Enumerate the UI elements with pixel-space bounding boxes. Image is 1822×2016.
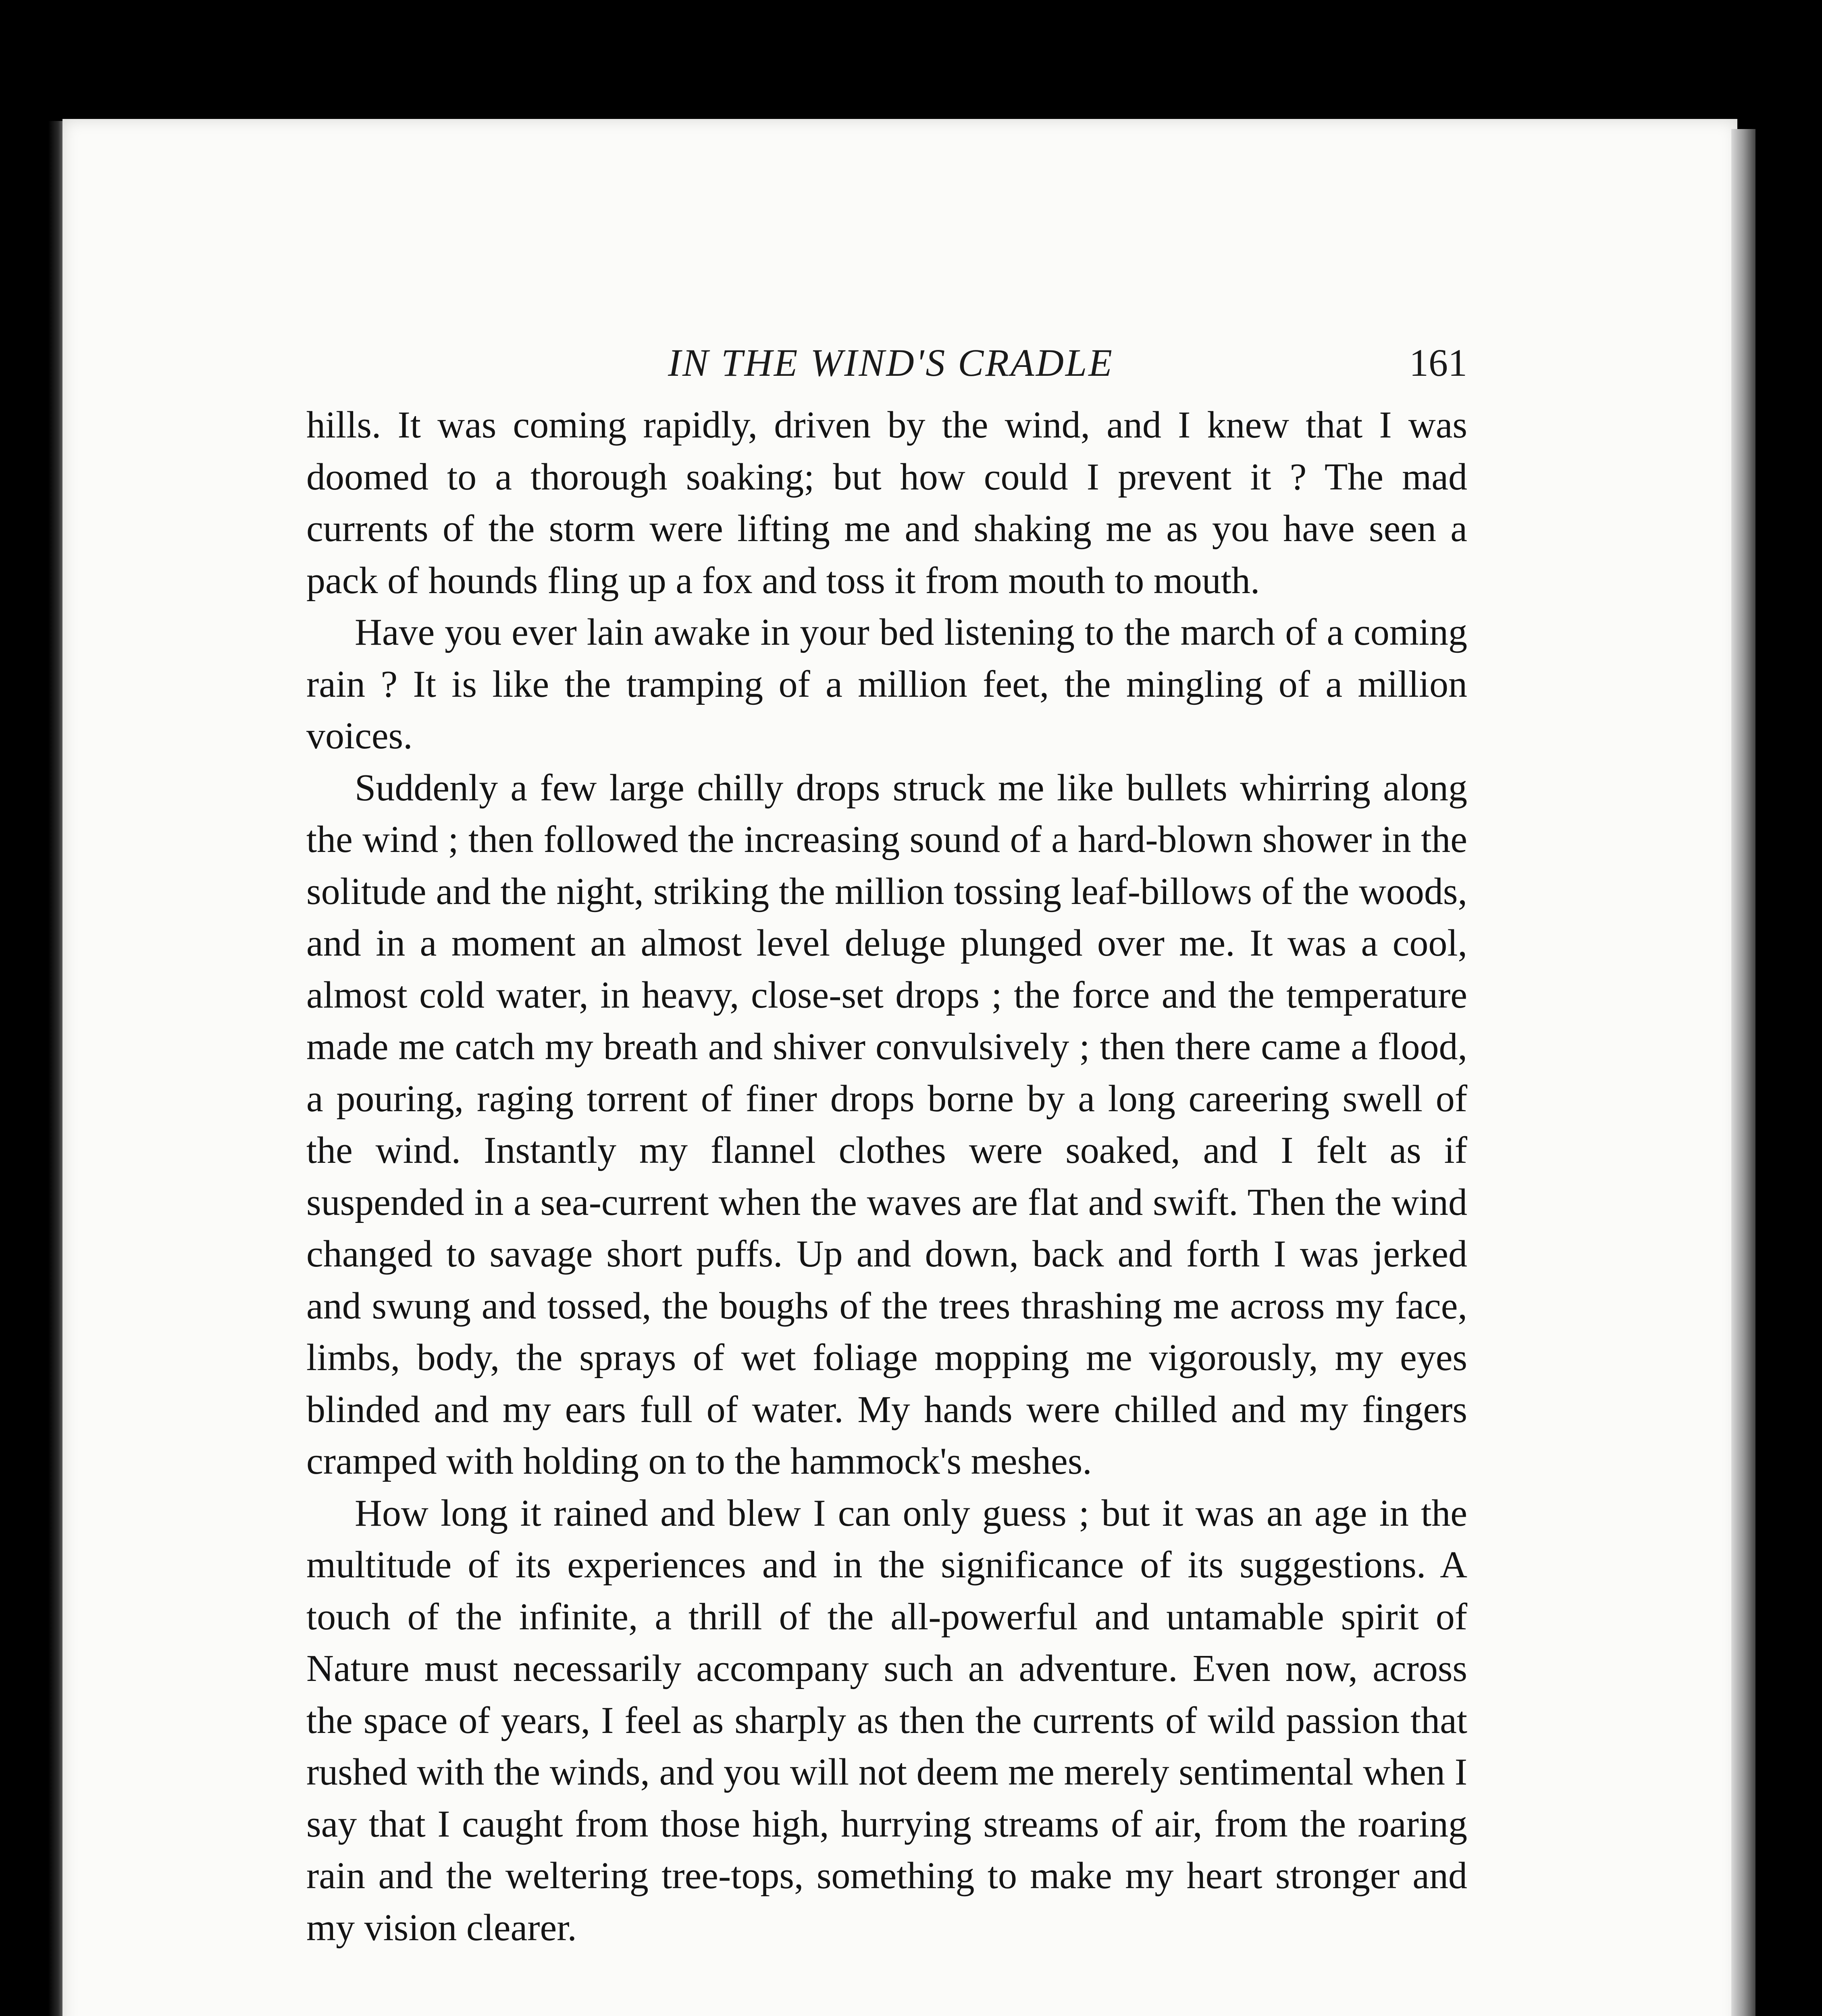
page-number: 161 bbox=[1409, 341, 1467, 384]
paragraph: hills. It was coming rapidly, driven by the wind, and I knew that I was doomed to a thorough soaking; but how could I prevent it ? The mad currents of the storm were lifting me and shaking me as you have seen a pack of hounds fling up a fox and toss it from mouth to mouth. bbox=[306, 404, 1467, 602]
paragraph: How long it rained and blew I can only guess ; but it was an age in the multitude of its experiences and in the significance of its suggestions. A touch of the infinite, a thrill of the all-powerful and untamable spirit of Nature must necessarily accompany such an adventure. Even now, across the space of years, I feel as sharply as then the currents of wild passion that rushed with the winds, and you will not deem me merely sentimental when I say that I caught from those high, hurrying streams of air, from the roaring rain and the weltering tree-tops, something to make my heart stronger and my vision clearer. bbox=[306, 1492, 1467, 1949]
running-title: IN THE WIND'S CRADLE bbox=[668, 341, 1114, 384]
body-text bbox=[306, 399, 1467, 1954]
paragraph: Suddenly a few large chilly drops struck me like bullets whirring along the wind ; then followed the increasing sound of a hard-blown shower in the solitude and the night, striking the million tossing leaf-billows of the woods, and in a moment an almost level deluge plunged over me. It was a cool, almost cold water, in heavy, close-set drops ; the force and the temperature made me catch my breath and shiver convulsively ; then there came a flood, a pouring, raging torrent of finer drops borne by a long careering swell of the wind. Instantly my flannel clothes were soaked, and I felt as if suspended in a sea-current when the waves are flat and swift. Then the wind changed to savage short puffs. Up and down, back and forth I was jerked and swung and tossed, the boughs of the trees thrashing me across my face, limbs, body, the sprays of wet foliage mopping me vigorously, my eyes blinded and my ears full of water. My hands were chilled and my fingers cramped with holding on to the hammock's meshes. bbox=[306, 766, 1467, 1482]
paragraph: Have you ever lain awake in your bed listening to the march of a coming rain ? It is like the tramping of a million feet, the mingling of a million voices. bbox=[306, 611, 1467, 757]
page-edge-right bbox=[1731, 129, 1755, 2016]
